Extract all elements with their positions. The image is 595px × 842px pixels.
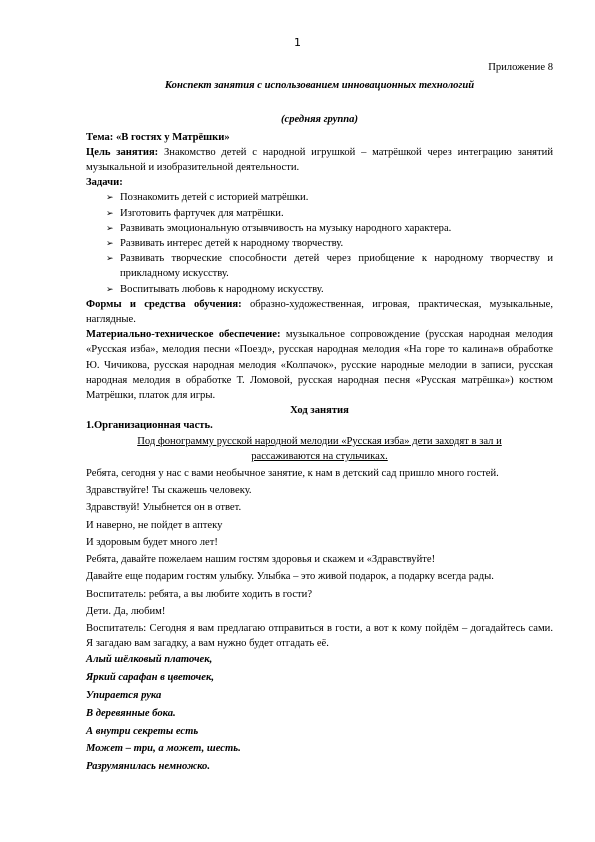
materials-paragraph	[86, 327, 553, 403]
group-subtitle: (средняя группа)	[280, 114, 359, 126]
instruction-line-1: Под фонограмму русской народной мелодии «Русская изба» дети заходят в зал и	[137, 435, 502, 447]
dialogue-line: Здравствуйте! Ты скажешь человеку.	[86, 485, 252, 497]
dialogue-line: Воспитатель: ребята, а вы любите ходить в гости?	[86, 588, 313, 600]
tasks-label: Задачи:	[86, 177, 123, 189]
tasks-list	[86, 190, 553, 296]
dialogue-line: И наверно, не пойдет в аптеку	[86, 519, 223, 531]
riddle-poem	[86, 651, 553, 776]
task-item	[106, 206, 553, 221]
theme-label: Тема:	[86, 131, 114, 143]
riddle-line: Разрумянилась немножко.	[86, 761, 210, 773]
task-text: Развивать интерес детей к народному творчеству.	[120, 238, 344, 250]
task-text: Воспитывать любовь к народному искусству.	[120, 283, 324, 295]
riddle-line: А внутри секреты есть	[86, 725, 199, 737]
course-heading: Ход занятия	[290, 405, 349, 417]
task-item	[106, 282, 553, 297]
arrow-bullet-icon: ➢	[106, 283, 114, 294]
materials-text: музыкальное сопровождение (русская народная мелодия «Русская изба», мелодия песни «Поезд», русская народная мелодия «На горе то калина»в обработке Ю. Чичикова, русская народная мелодия «Колпачок», русские народные мелодии в записи, русская народная мелодия в обработке Т. Ломовой, русская народная песня «Русская матрёшка») костюм Матрёшки, платок для игры.	[86, 329, 553, 402]
section1-heading: 1.Организационная часть.	[86, 420, 213, 432]
riddle-line: Яркий сарафан в цветочек,	[86, 672, 214, 684]
task-item	[106, 221, 553, 236]
dialogue-line: Воспитатель: Сегодня я вам предлагаю отправиться в гости, а вот к кому пойдём – догадайтесь сами. Я загадаю вам загадку, а вам нужно будет отгадать её.	[86, 622, 553, 650]
goal-paragraph	[86, 145, 553, 175]
riddle-line: В деревянные бока.	[86, 707, 176, 719]
document-body	[86, 60, 553, 776]
riddle-line: Может – три, а может, шесть.	[86, 743, 241, 755]
dialogue-line: Ребята, давайте пожелаем нашим гостям здоровья и скажем и «Здравствуйте!	[86, 554, 436, 566]
document-title: Конспект занятия с использованием инновационных технологий	[164, 80, 475, 92]
riddle-line: Упирается рука	[86, 689, 162, 701]
task-item	[106, 236, 553, 251]
forms-label: Формы и средства обучения:	[86, 298, 242, 310]
dialogue-line: Давайте еще подарим гостям улыбку. Улыбка – это живой подарок, а подарку всегда рады.	[86, 571, 494, 583]
arrow-bullet-icon: ➢	[106, 207, 114, 218]
dialogue-line: И здоровым будет много лет!	[86, 536, 218, 548]
riddle-line: Алый шёлковый платочек,	[86, 654, 213, 666]
arrow-bullet-icon: ➢	[106, 253, 114, 264]
goal-text: Знакомство детей с народной игрушкой – матрёшкой через интеграцию занятий музыкальной и изобразительной деятельности.	[86, 146, 554, 174]
forms-text: образно-художественная, игровая, практическая, музыкальные, наглядные.	[86, 298, 553, 326]
goal-label: Цель занятия:	[86, 146, 159, 158]
arrow-bullet-icon: ➢	[106, 222, 114, 233]
dialogue-line: Здравствуй! Улыбнется он в ответ.	[86, 502, 242, 514]
dialogue-line: Дети. Да, любим!	[86, 605, 166, 617]
theme-text: «В гостях у Матрёшки»	[113, 131, 230, 143]
dialogue-line: Ребята, сегодня у нас с вами необычное занятие, к нам в детский сад пришло много гостей.	[86, 468, 499, 480]
task-text: Познакомить детей с историей матрёшки.	[120, 192, 309, 204]
arrow-bullet-icon: ➢	[106, 238, 114, 249]
task-item	[106, 190, 553, 205]
materials-label: Материально-техническое обеспечение:	[86, 329, 281, 341]
page-number: 1	[294, 36, 301, 49]
task-text: Развивать эмоциональную отзывчивость на музыку народного характера.	[120, 222, 452, 234]
forms-paragraph	[86, 297, 553, 327]
task-text: Изготовить фартучек для матрёшки.	[120, 207, 284, 219]
dialogue	[86, 466, 553, 651]
theme-line	[86, 130, 553, 145]
task-text: Развивать творческие способности детей через приобщение к народному творчеству и прикладному искусству.	[120, 253, 553, 280]
arrow-bullet-icon: ➢	[106, 192, 114, 203]
instruction-line-2: рассаживаются на стульчиках.	[251, 450, 388, 462]
task-item	[106, 251, 553, 281]
appendix-label: Приложение 8	[488, 62, 553, 73]
